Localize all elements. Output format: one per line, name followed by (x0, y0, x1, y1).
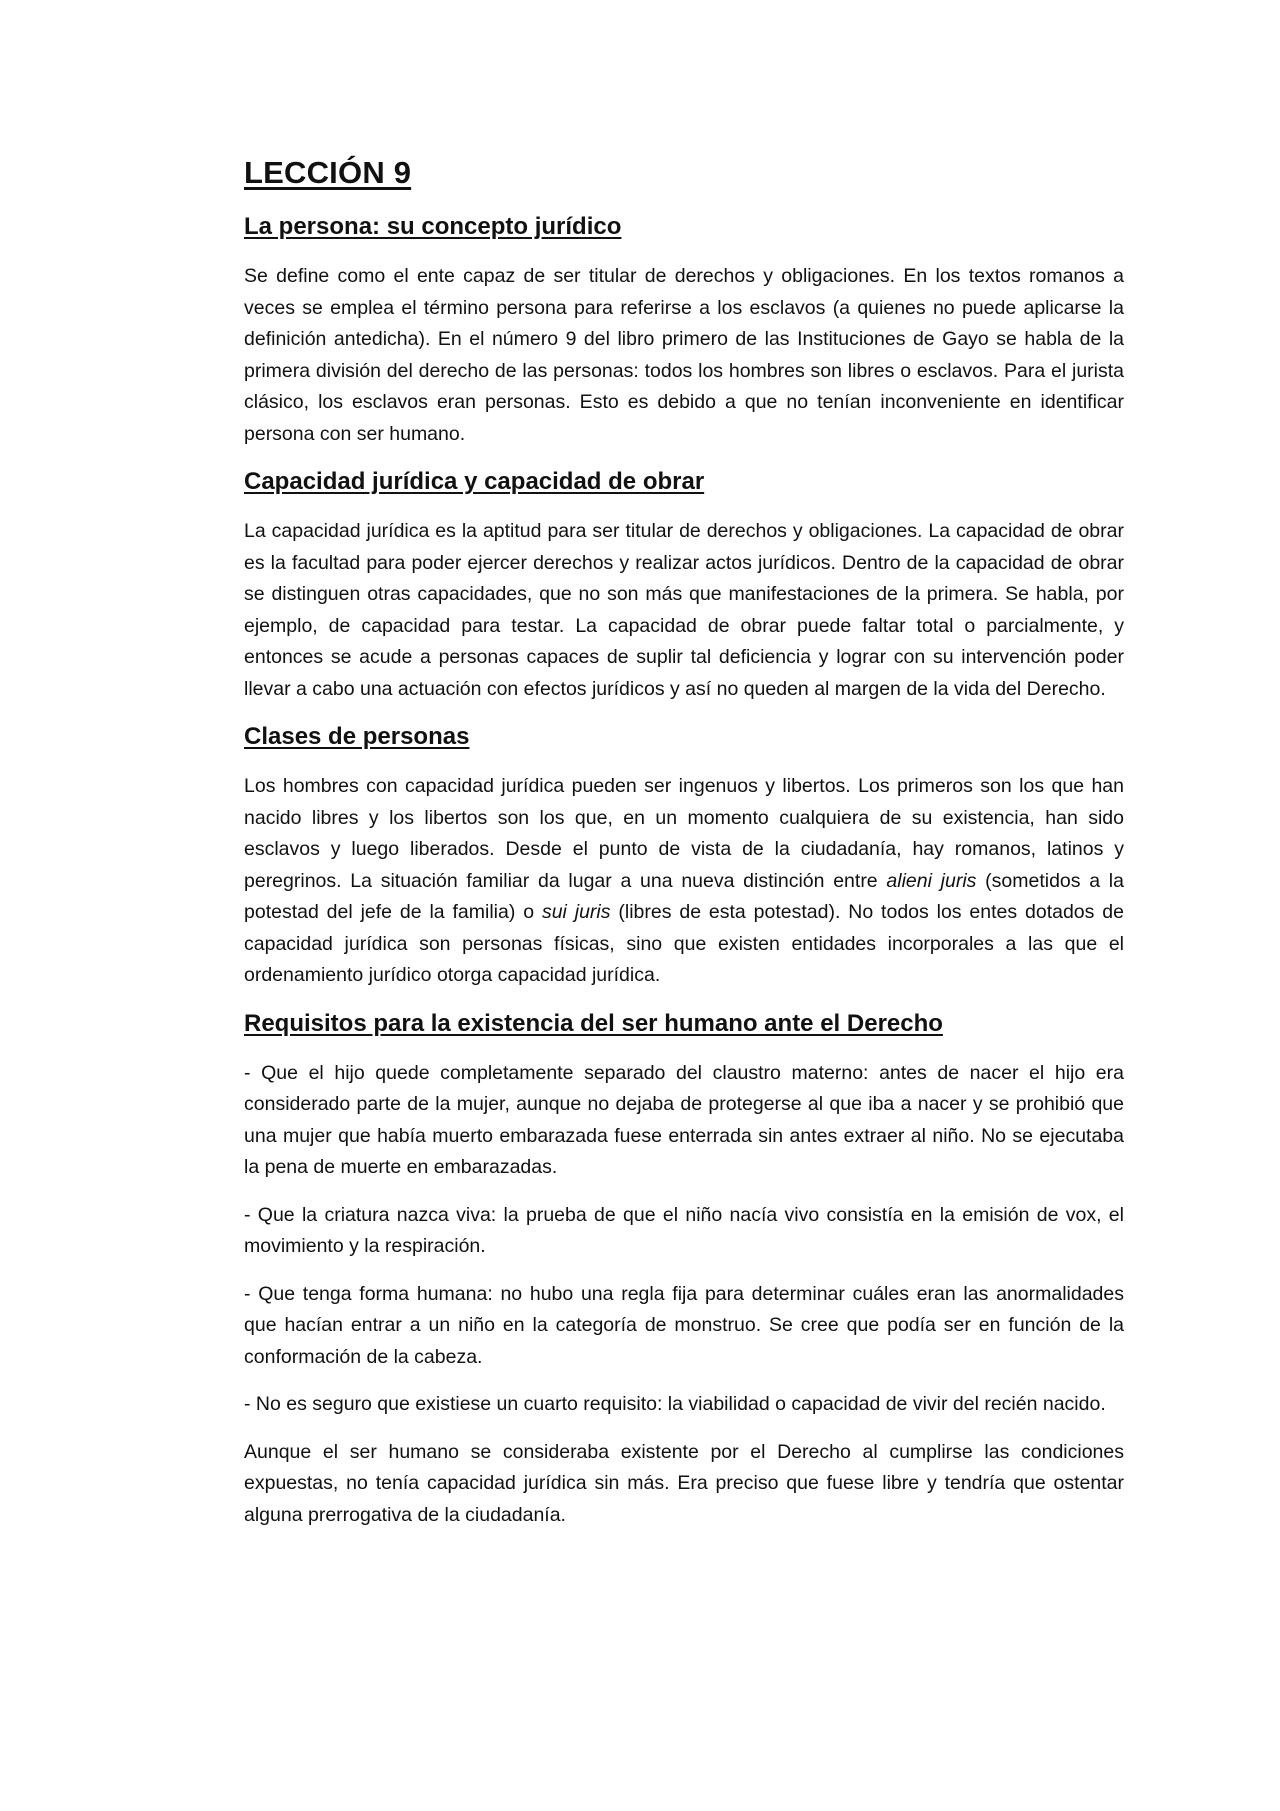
section-concepto-juridico (244, 213, 1124, 450)
paragraph-text: Los hombres con capacidad jurídica pueden ser ingenuos y libertos. Los primeros son los que han nacido libres y los libertos son los que, en un momento cualquiera de su existencia, han sido esclavos y luego liberados. Desde el punto de vista de la ciudadanía, hay romanos, latinos y peregrinos. La situación familiar da lugar a una nueva distinción entre (244, 775, 1124, 892)
section-clases-de-personas (244, 723, 1124, 992)
paragraph-text: (libres de esta potestad). No todos los entes dotados de capacidad jurídica son personas físicas, sino que existen entidades incorporales a las que el ordenamiento jurídico otorga capacidad jurídica. (244, 901, 1124, 986)
section-requisitos (244, 1010, 1124, 1532)
requirement-item: - No es seguro que existiese un cuarto requisito: la viabilidad o capacidad de vivir del recién nacido. (244, 1393, 1106, 1415)
italic-term-alieni-juris: alieni juris (886, 869, 977, 892)
section-paragraph: La capacidad jurídica es la aptitud para ser titular de derechos y obligaciones. La capacidad de obrar es la facultad para poder ejercer derechos y realizar actos jurídicos. Dentro de la capacidad de obrar se distinguen otras capacidades, que no son más que manifestaciones de la primera. Se habla, por ejemplo, de capacidad para testar. La capacidad de obrar puede faltar total o parcialmente, y entonces se acude a personas capaces de suplir tal deficiencia y lograr con su intervención poder llevar a cabo una actuación con efectos jurídicos y así no queden al margen de la vida del Derecho. (244, 520, 1124, 700)
section-paragraph: Se define como el ente capaz de ser titular de derechos y obligaciones. En los textos romanos a veces se emplea el término persona para referirse a los esclavos (a quienes no puede aplicarse la definición antedicha). En el número 9 del libro primero de las Instituciones de Gayo se habla de la primera división del derecho de las personas: todos los hombres son libres o esclavos. Para el jurista clásico, los esclavos eran personas. Esto es debido a que no tenían inconveniente en identificar persona con ser humano. (244, 265, 1124, 445)
lesson-title: LECCIÓN 9 (244, 155, 412, 190)
italic-term-sui-juris: sui juris (541, 901, 611, 923)
closing-paragraph: Aunque el ser humano se consideraba existente por el Derecho al cumplirse las condiciones expuestas, no tenía capacidad jurídica sin más. Era preciso que fuese libre y tendría que ostentar alguna prerrogativa de la ciudadanía. (244, 1440, 1124, 1526)
section-heading: La persona: su concepto jurídico (244, 213, 622, 240)
requirement-item: - Que la criatura nazca viva: la prueba de que el niño nacía vivo consistía en la emisión de vox, el movimiento y la respiración. (244, 1203, 1124, 1257)
section-heading: Capacidad jurídica y capacidad de obrar (244, 468, 705, 495)
section-heading: Clases de personas (244, 723, 470, 750)
requirement-item: - Que tenga forma humana: no hubo una regla fija para determinar cuáles eran las anormalidades que hacían entrar a un niño en la categoría de monstruo. Se cree que podía ser en función de la conformación de la cabeza. (244, 1282, 1124, 1368)
document-page (244, 155, 1124, 1547)
paragraph-text: (sometidos a la potestad del jefe de la familia) o (244, 869, 1124, 923)
requirement-item: - Que el hijo quede completamente separado del claustro materno: antes de nacer el hijo era considerado parte de la mujer, aunque no dejaba de protegerse al que iba a nacer y se prohibió que una mujer que había muerto embarazada fuese enterrada sin antes extraer al niño. No se ejecutaba la pena de muerte en embarazadas. (244, 1061, 1124, 1178)
section-capacidad (244, 468, 1124, 705)
section-paragraph (244, 771, 1124, 992)
section-heading: Requisitos para la existencia del ser humano ante el Derecho (244, 1009, 943, 1037)
